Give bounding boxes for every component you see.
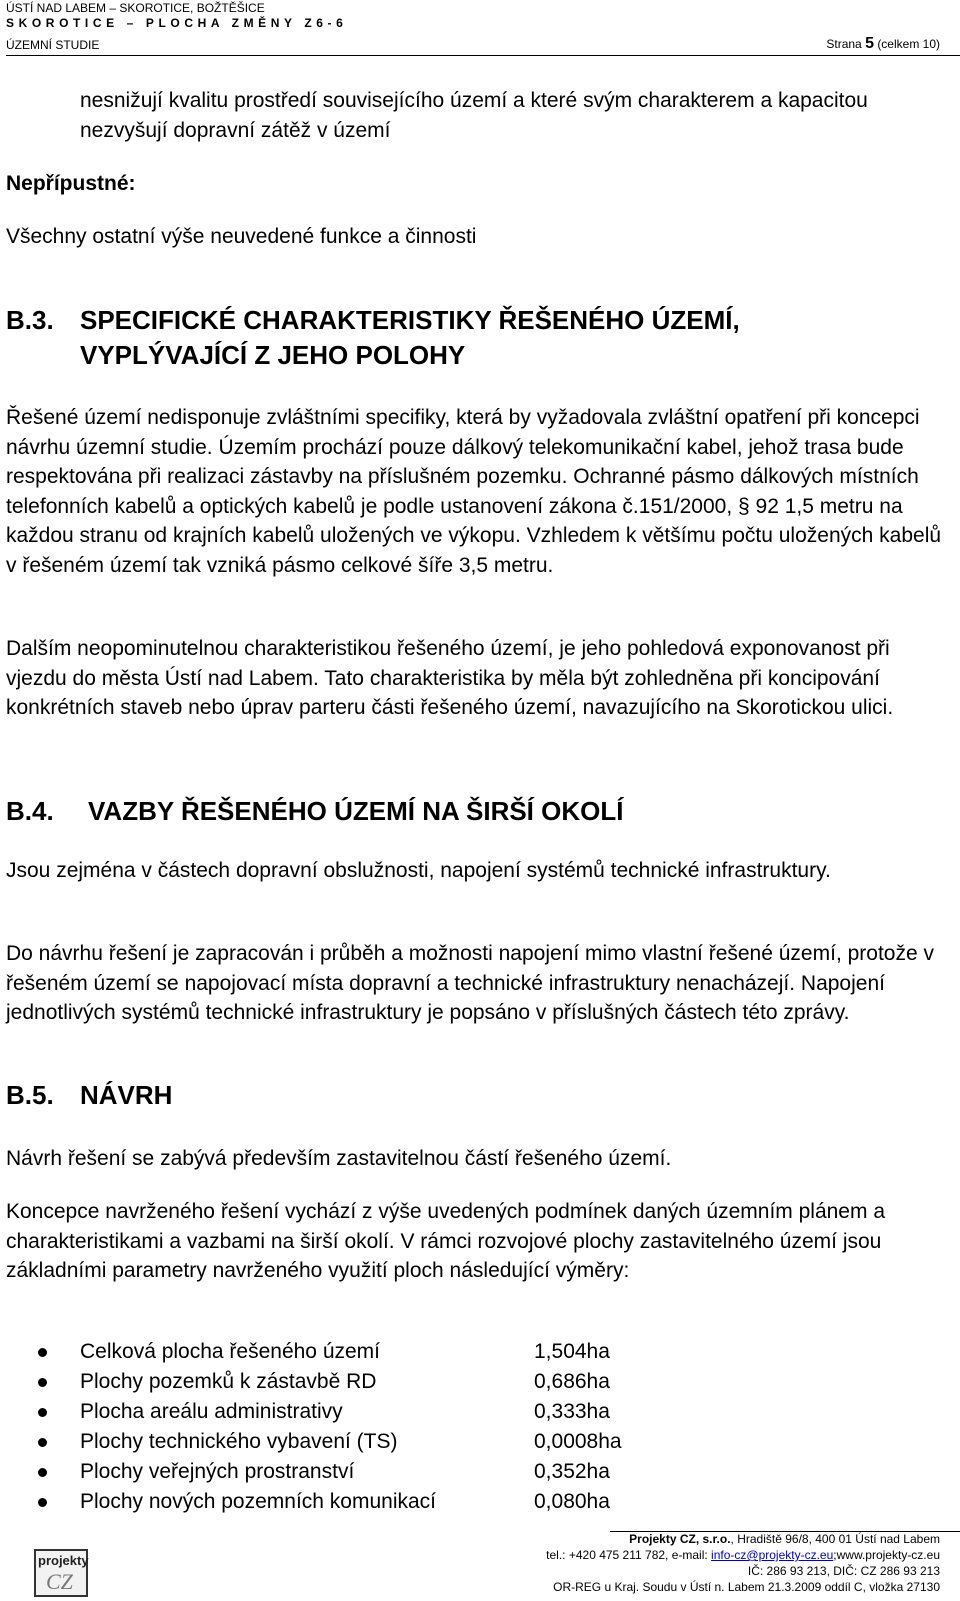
section-b5-title: NÁVRH bbox=[80, 1080, 173, 1110]
section-b5-paragraph-2: Koncepce navrženého řešení vychází z výše uvedených podmínek daných územním plánem a charakteristikami a vazbami na širší okolí. V rámci rozvojové plochy zastavitelného území jsou základními parametry navrženého využití ploch následující výměry: bbox=[6, 1200, 885, 1282]
page-indicator bbox=[826, 36, 940, 52]
section-b3-number: B.3. bbox=[6, 305, 54, 335]
bullet-icon bbox=[38, 1438, 47, 1447]
continuation-paragraph: nesnižují kvalitu prostředí souvisejícího území a které svým charakterem a kapacitou nezvyšují dopravní zátěž v území bbox=[80, 89, 868, 142]
footer-company-line bbox=[629, 1532, 940, 1547]
footer-phone: tel.: +420 475 211 782, e-mail: bbox=[546, 1548, 712, 1562]
section-b3-title-line1: SPECIFICKÉ CHARAKTERISTIKY ŘEŠENÉHO ÚZEMÍ, bbox=[80, 305, 740, 335]
section-b4-number: B.4. bbox=[6, 796, 54, 826]
section-b5-heading bbox=[6, 1078, 172, 1113]
section-b4-paragraph-2: Do návrhu řešení je zapracován i průběh a možnosti napojení mimo vlastní řešené území, protože v řešeném území se napojovací místa dopravní a technické infrastruktury nenacházejí. Napojení jednotlivých systémů technické infrastruktury je popsáno v příslušných částech této zprávy. bbox=[6, 942, 934, 1024]
section-b4-paragraph-1: Jsou zejména v částech dopravní obslužnosti, napojení systémů technické infrastruktury. bbox=[6, 859, 831, 882]
footer-separator: ; bbox=[833, 1548, 837, 1562]
area-label: Plochy veřejných prostranství bbox=[80, 1460, 355, 1483]
bullet-icon bbox=[38, 1498, 47, 1507]
section-b3-paragraph-1: Řešené území nedisponuje zvláštními specifiky, která by vyžadovala zvláštní opatření při koncepci návrhu územní studie. Územím prochází pouze dálkový telekomunikační kabel, jehož trasa bude respektována při realizaci zástavby na příslušném pozemku. Ochranné pásmo dálkových místních telefonních kabelů a optických kabelů je podle ustanovení zákona č.151/2000, § 92 1,5 metru na každou stranu od krajních kabelů uložených ve výkopu. Vzhledem k většímu počtu uložených kabelů v řešeném území tak vzniká pásmo celkové šíře 3,5 metru. bbox=[6, 406, 942, 577]
section-b5-paragraph-1: Návrh řešení se zabývá především zastavitelnou částí řešeného území. bbox=[6, 1147, 672, 1170]
section-b4-title: VAZBY ŘEŠENÉHO ÚZEMÍ NA ŠIRŠÍ OKOLÍ bbox=[88, 796, 624, 826]
footer-contact-line bbox=[546, 1548, 940, 1563]
company-logo bbox=[34, 1549, 88, 1597]
area-label: Plochy technického vybavení (TS) bbox=[80, 1430, 398, 1453]
header-divider bbox=[6, 55, 960, 56]
area-value: 0,686ha bbox=[534, 1370, 610, 1393]
area-value: 1,504ha bbox=[534, 1340, 610, 1363]
section-b3-paragraph-2: Dalším neopominutelnou charakteristikou řešeného území, je jeho pohledová exponovanost při vjezdu do města Ústí nad Labem. Tato charakteristika by měla být zohledněna při koncipování konkrétních staveb nebo úprav parteru části řešeného území, navazujícího na Skorotickou ulici. bbox=[6, 637, 894, 719]
area-label: Plochy pozemků k zástavbě RD bbox=[80, 1370, 377, 1393]
inadmissible-paragraph: Všechny ostatní výše neuvedené funkce a činnosti bbox=[6, 225, 477, 248]
footer-company-name: Projekty CZ, s.r.o. bbox=[629, 1532, 731, 1546]
page-prefix: Strana bbox=[826, 37, 862, 51]
bullet-icon bbox=[38, 1408, 47, 1417]
area-label: Celková plocha řešeného území bbox=[80, 1340, 381, 1363]
area-value: 0,333ha bbox=[534, 1400, 610, 1423]
logo-text: projekty bbox=[38, 1553, 89, 1568]
bullet-icon bbox=[38, 1378, 47, 1387]
header-project-location: ÚSTÍ NAD LABEM – SKOROTICE, BOŽTĚŠICE bbox=[6, 1, 265, 15]
area-label: Plochy nových pozemních komunikací bbox=[80, 1490, 437, 1513]
area-label: Plocha areálu administrativy bbox=[80, 1400, 343, 1423]
section-b4-heading bbox=[6, 794, 623, 829]
bullet-icon bbox=[38, 1468, 47, 1477]
area-value: 0,080ha bbox=[534, 1490, 610, 1513]
section-b3-heading bbox=[6, 303, 740, 373]
section-b3-title-line2: VYPLÝVAJÍCÍ Z JEHO POLOHY bbox=[80, 340, 466, 370]
area-value: 0,0008ha bbox=[534, 1430, 622, 1453]
footer-ids: IČ: 286 93 213, DIČ: CZ 286 93 213 bbox=[747, 1564, 940, 1578]
logo-mark: CZ bbox=[46, 1569, 73, 1594]
page-total: (celkem 10) bbox=[877, 37, 940, 51]
footer-registry: OR-REG u Kraj. Soudu v Ústí n. Labem 21.3.2009 oddíl C, vložka 27130 bbox=[553, 1580, 940, 1594]
header-document-type: ÚZEMNÍ STUDIE bbox=[6, 38, 100, 52]
footer-email-link[interactable]: info-cz@projekty-cz.eu bbox=[711, 1548, 834, 1562]
bullet-icon bbox=[38, 1348, 47, 1357]
section-b5-number: B.5. bbox=[6, 1080, 54, 1110]
inadmissible-label: Nepřípustné: bbox=[6, 172, 136, 195]
footer-address: , Hradiště 96/8, 400 01 Ústí nad Labem bbox=[730, 1532, 940, 1546]
header-project-title: SKOROTICE – PLOCHA ZMĚNY Z6-6 bbox=[6, 16, 348, 30]
area-value: 0,352ha bbox=[534, 1460, 610, 1483]
page-number: 5 bbox=[865, 35, 874, 52]
footer-web[interactable]: www.projekty-cz.eu bbox=[836, 1548, 940, 1562]
